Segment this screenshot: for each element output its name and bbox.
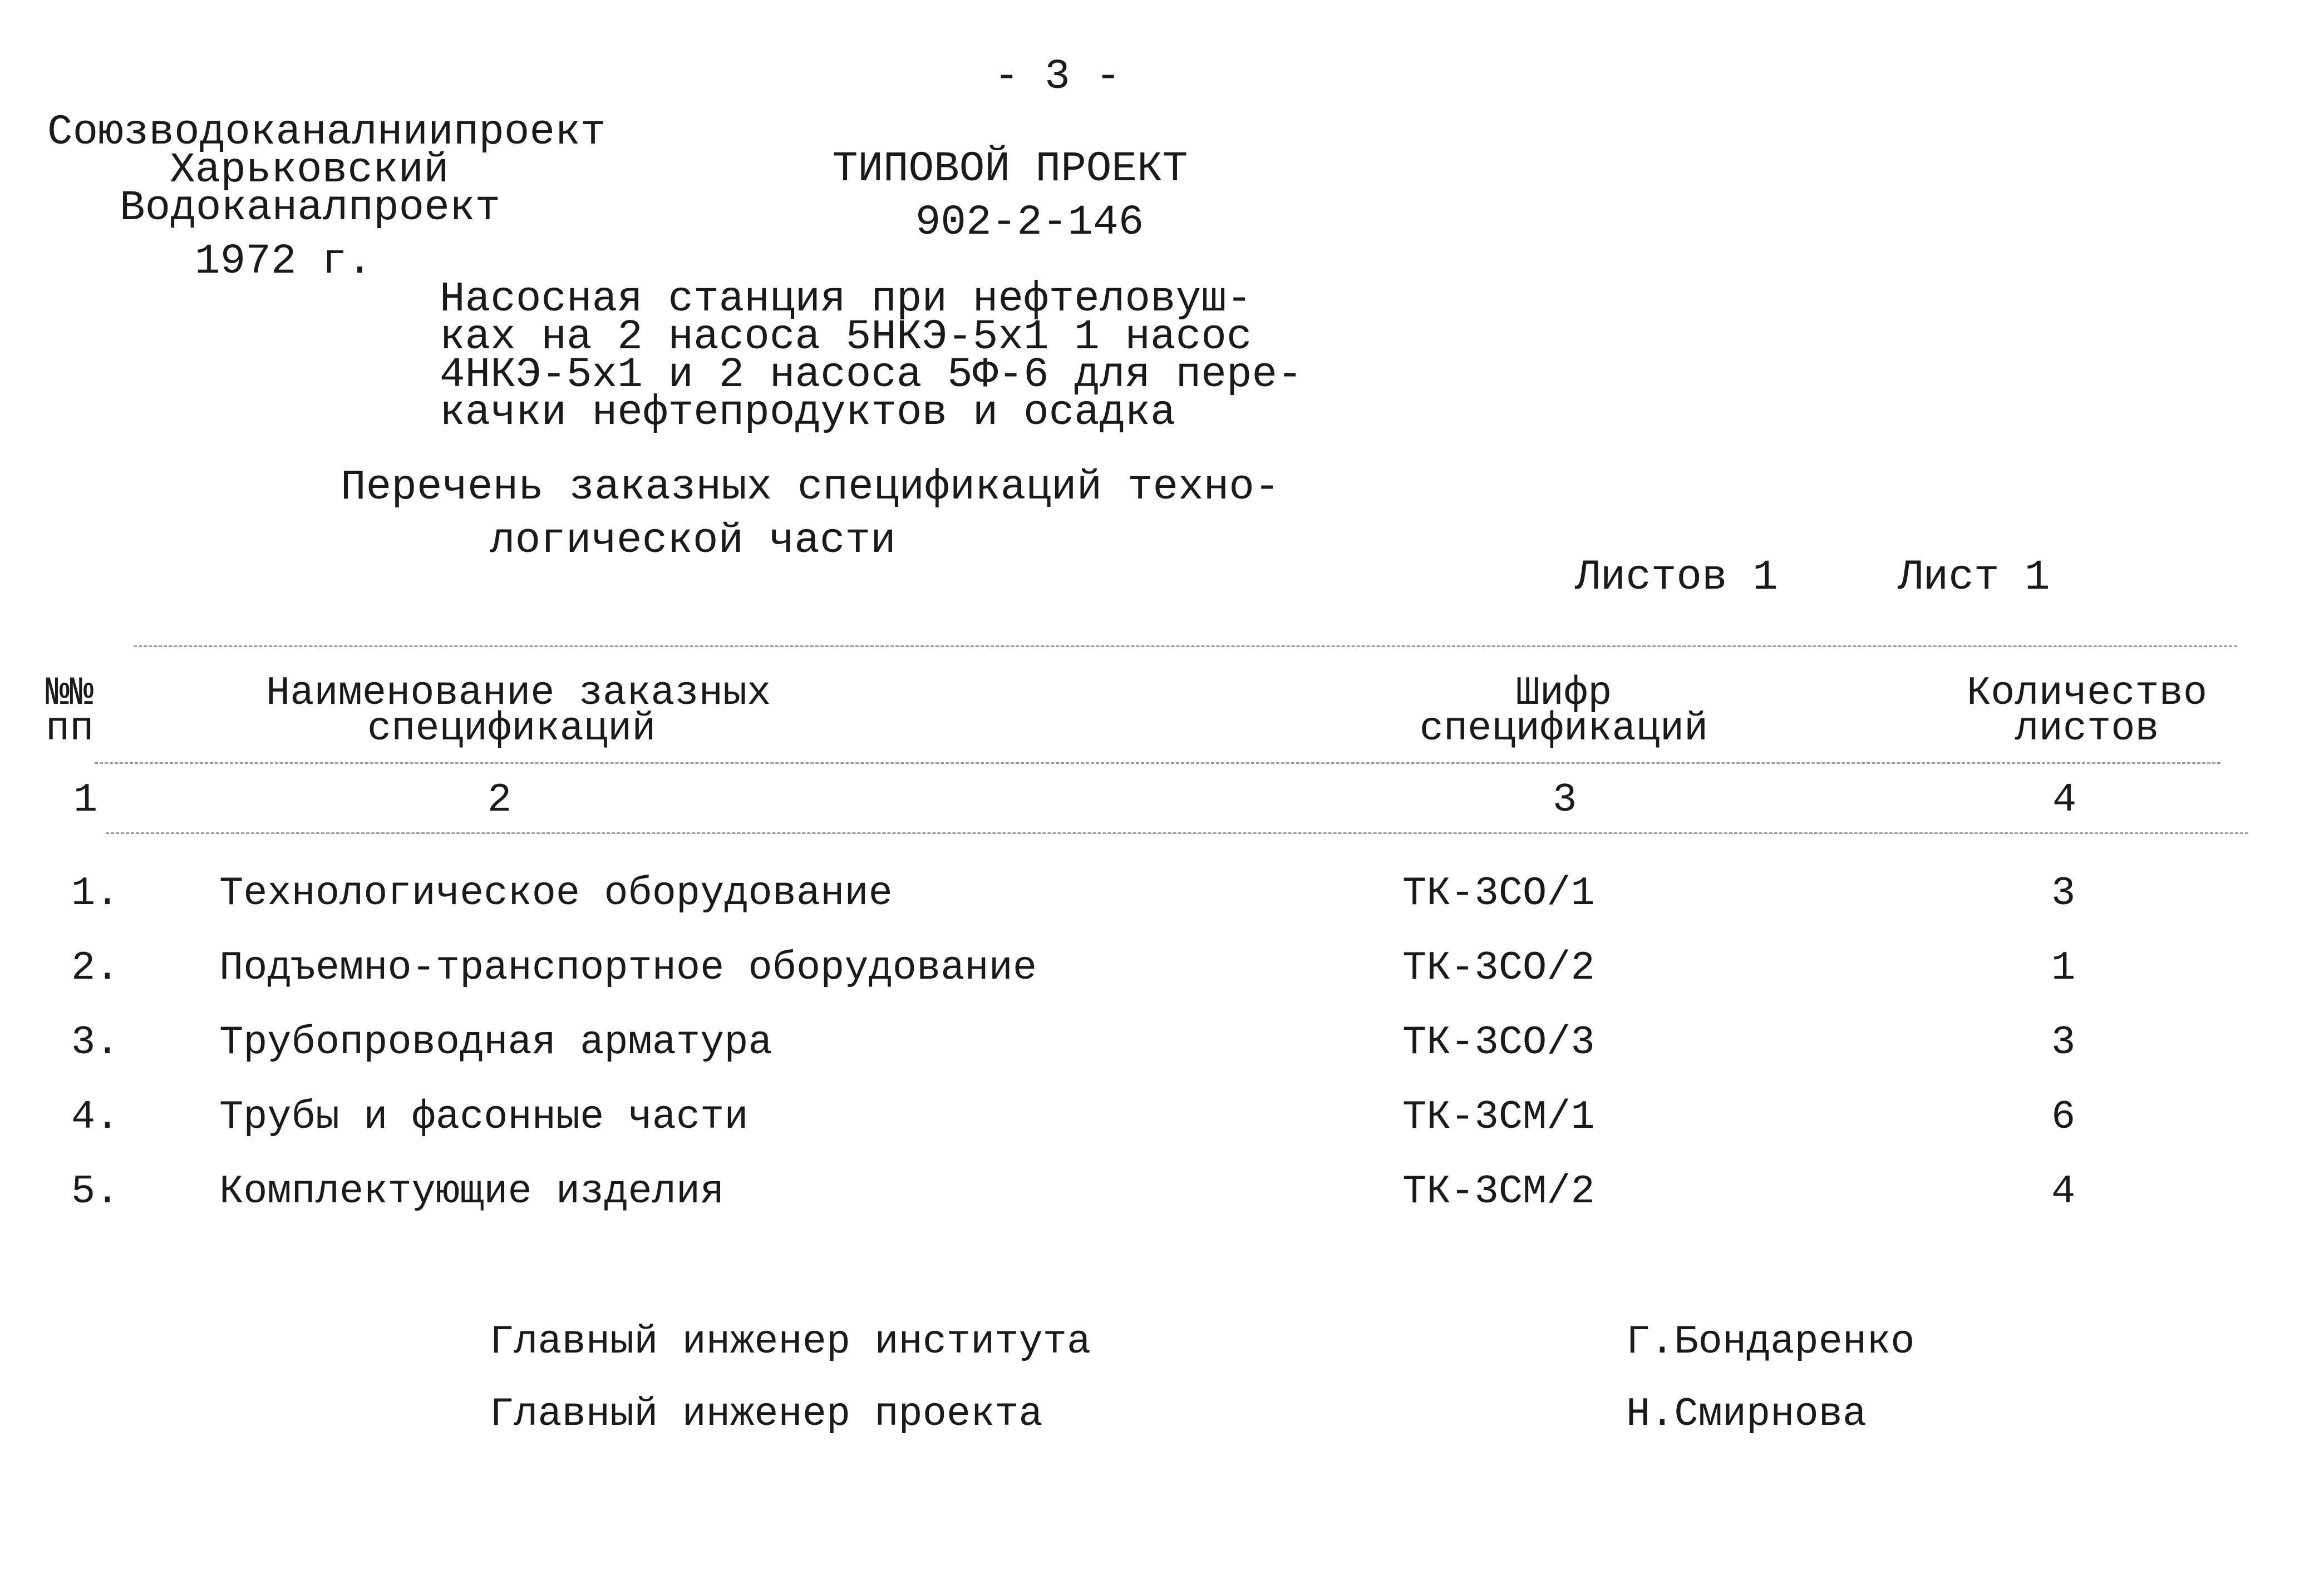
column-number: 4 — [2052, 777, 2077, 823]
org-city: Харьковский — [170, 146, 449, 194]
column-number: 1 — [73, 777, 98, 823]
header-code: Шифр — [1515, 670, 1612, 716]
signature-name: Г.Бондаренко — [1626, 1319, 1915, 1365]
table-top-rule — [134, 645, 2237, 647]
row-name: Трубы и фасонные части — [219, 1094, 749, 1140]
row-code: ТК-3СО/1 — [1402, 871, 1595, 916]
column-number: 2 — [488, 777, 512, 823]
page-number: - 3 - — [993, 53, 1121, 101]
header-number: пп — [46, 706, 94, 752]
sheet-current: Лист 1 — [1898, 554, 2050, 601]
header-number: №№ — [46, 670, 94, 716]
signature-name: Н.Смирнова — [1626, 1391, 1867, 1437]
row-sheets: 4 — [2051, 1169, 2076, 1215]
row-code: ТК-3СМ/2 — [1402, 1169, 1595, 1215]
header-bottom-rule — [95, 762, 2220, 764]
row-number: 4. — [71, 1094, 120, 1140]
header-sheets: листов — [2015, 706, 2159, 752]
header-code: спецификаций — [1419, 706, 1708, 752]
project-label: ТИПОВОЙ ПРОЕКТ — [832, 145, 1188, 193]
row-code: ТК-3СМ/1 — [1402, 1094, 1595, 1140]
project-description-line: ках на 2 насоса 5НКЭ-5х1 1 насос — [440, 313, 1252, 361]
row-sheets: 6 — [2051, 1094, 2076, 1140]
row-number: 1. — [71, 871, 120, 916]
row-sheets: 1 — [2051, 945, 2076, 991]
project-description-line: качки нефтепродуктов и осадка — [440, 389, 1176, 437]
column-numbers-rule — [106, 832, 2248, 834]
header-name: Наименование заказных — [266, 670, 771, 716]
project-description-line: 4НКЭ-5х1 и 2 насоса 5Ф-6 для пере- — [440, 351, 1303, 399]
document-title: логической части — [490, 517, 896, 565]
row-name: Комплектующие изделия — [219, 1169, 725, 1215]
row-sheets: 3 — [2051, 1020, 2076, 1065]
document-title: Перечень заказных спецификаций техно- — [341, 463, 1280, 511]
row-number: 5. — [71, 1169, 120, 1215]
row-name: Технологическое оборудование — [219, 871, 893, 916]
column-number: 3 — [1553, 777, 1577, 823]
row-number: 2. — [71, 945, 120, 991]
signature-role: Главный инженер института — [490, 1319, 1091, 1365]
row-sheets: 3 — [2051, 871, 2076, 916]
header-name: спецификаций — [367, 706, 656, 752]
row-code: ТК-3СО/3 — [1402, 1020, 1595, 1065]
sheets-total: Листов 1 — [1575, 554, 1778, 601]
row-name: Подъемно-транспортное оборудование — [219, 945, 1037, 991]
org-name: Союзводоканалниипроект — [47, 108, 606, 156]
signature-role: Главный инженер проекта — [490, 1391, 1043, 1437]
row-number: 3. — [71, 1020, 120, 1065]
org-year: 1972 г. — [195, 238, 373, 285]
header-sheets: Количество — [1966, 670, 2208, 716]
project-description-line: Насосная станция при нефтеловуш- — [440, 275, 1252, 323]
row-code: ТК-3СО/2 — [1402, 945, 1595, 991]
row-name: Трубопроводная арматура — [219, 1020, 772, 1065]
org-subdivision: Водоканалпроект — [120, 184, 501, 232]
project-number: 902-2-146 — [915, 199, 1144, 246]
